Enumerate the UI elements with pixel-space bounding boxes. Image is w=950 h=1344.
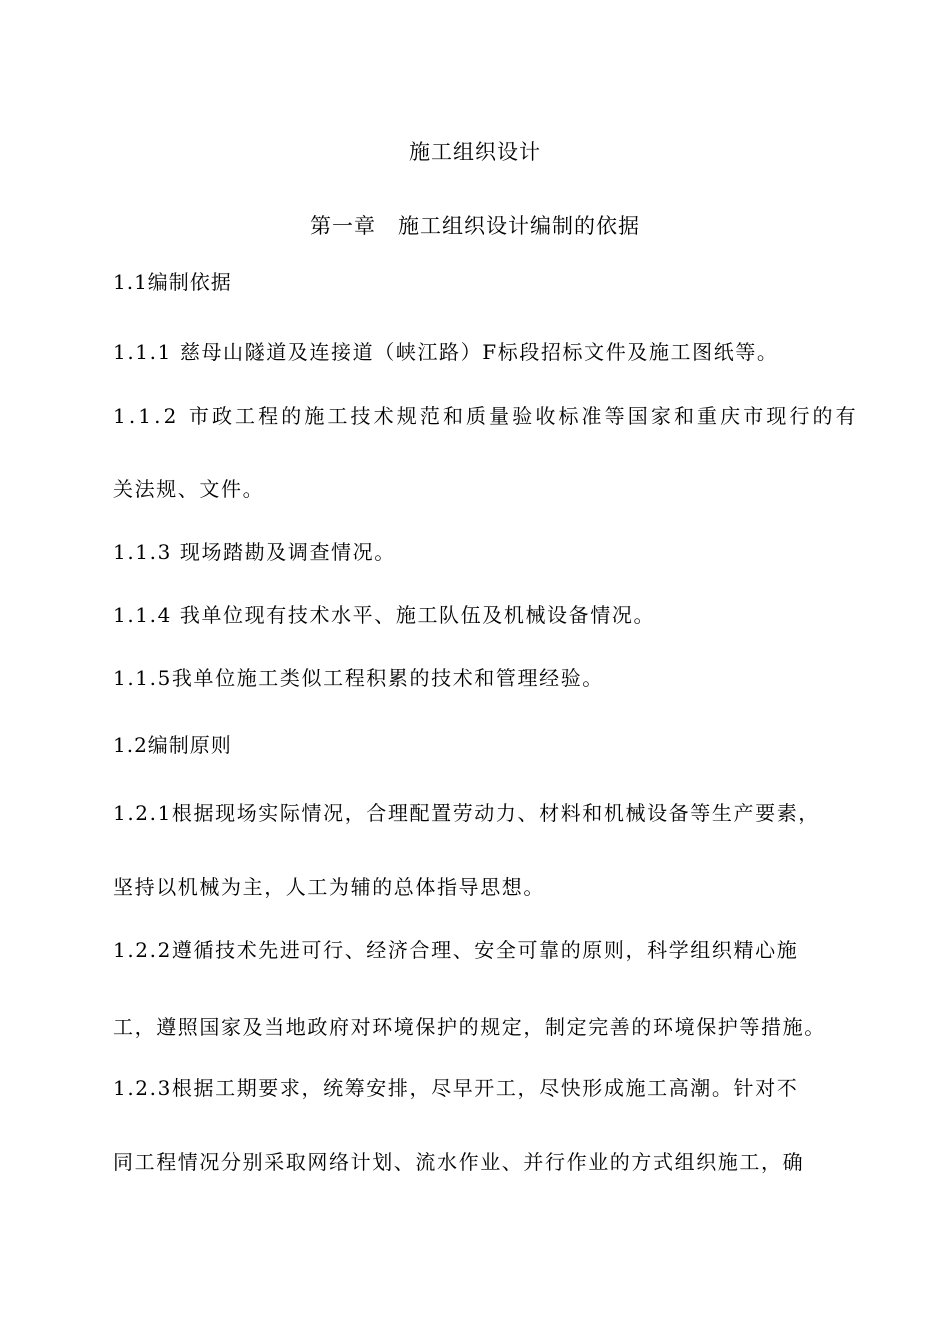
section-heading-1-1: 1.1编制依据	[113, 270, 232, 294]
chapter-title: 第一章 施工组织设计编制的依据	[310, 214, 640, 238]
paragraph-1-2-1: 1.2.1根据现场实际情况，合理配置劳动力、材料和机械设备等生产要素，	[113, 801, 820, 825]
paragraph-1-1-5: 1.1.5我单位施工类似工程积累的技术和管理经验。	[113, 666, 604, 690]
paragraph-1-2-2-cont: 工，遵照国家及当地政府对环境保护的规定，制定完善的环境保护等措施。	[113, 1015, 826, 1039]
section-heading-1-2: 1.2编制原则	[113, 733, 232, 757]
paragraph-1-1-2-cont: 关法规、文件。	[113, 477, 265, 501]
paragraph-1-2-2: 1.2.2遵循技术先进可行、经济合理、安全可靠的原则，科学组织精心施	[113, 938, 799, 962]
document-title: 施工组织设计	[409, 140, 541, 164]
paragraph-1-1-1: 1.1.1 慈母山隧道及连接道（峡江路）F标段招标文件及施工图纸等。	[113, 340, 779, 364]
paragraph-1-2-3: 1.2.3根据工期要求，统筹安排，尽早开工，尽快形成施工高潮。针对不	[113, 1076, 799, 1100]
paragraph-1-2-3-cont: 同工程情况分别采取网络计划、流水作业、并行作业的方式组织施工，确	[113, 1150, 805, 1174]
paragraph-1-1-4: 1.1.4 我单位现有技术水平、施工队伍及机械设备情况。	[113, 603, 656, 627]
paragraph-1-1-3: 1.1.3 现场踏勘及调查情况。	[113, 540, 396, 564]
paragraph-1-1-2: 1.1.2 市政工程的施工技术规范和质量验收标准等国家和重庆市现行的有	[113, 404, 859, 428]
paragraph-1-2-1-cont: 坚持以机械为主，人工为辅的总体指导思想。	[113, 875, 545, 899]
